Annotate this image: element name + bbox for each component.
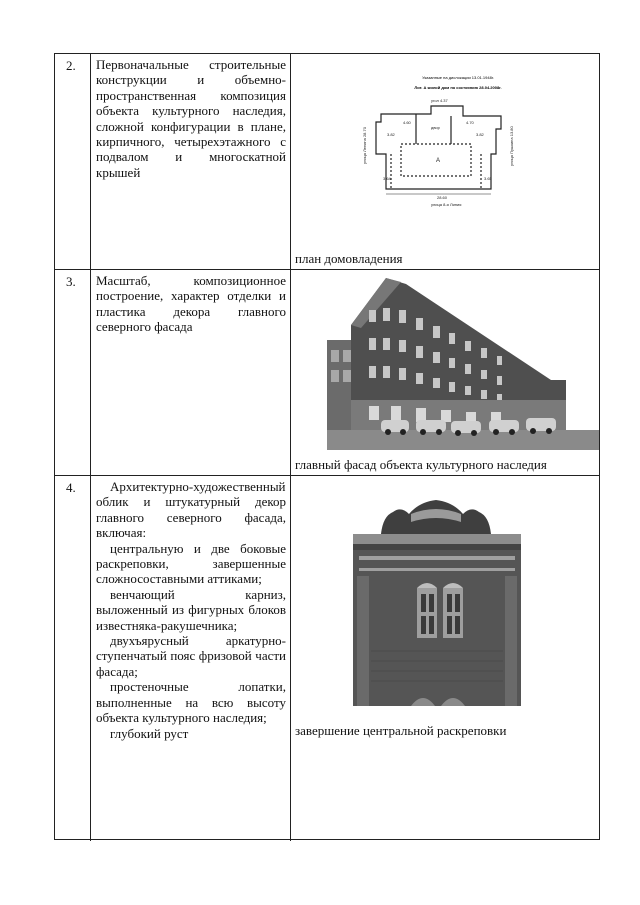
description-text: простеночные лопатки, выполненные на всю высоту объекта культурного наследия; [96, 679, 286, 726]
plan-bottom-dim: 28.60 [437, 195, 448, 200]
description-text: глубокий руст [110, 725, 189, 741]
table-row [55, 476, 599, 841]
row-number: 3. [55, 270, 91, 475]
image-caption: завершение центральной раскреповки [295, 723, 507, 738]
image-cell [291, 476, 599, 841]
image-cell [291, 54, 599, 269]
plan-unit-label: А [436, 158, 441, 164]
table-row [55, 54, 599, 270]
central-avant-corps-photo [291, 476, 601, 716]
description-text: венчающий карниз, выложенный из фигурных блоков известняка-ракушечника; [96, 586, 286, 633]
image-caption: главный фасад объекта культурного наследия [295, 457, 547, 472]
plan-title-1: Указанные на дислокации 13.01.1948г. [422, 75, 494, 80]
image-cell [291, 270, 599, 475]
plan-upper-dim: угол 4.37 [431, 98, 448, 103]
heritage-elements-table [54, 53, 600, 840]
site-plan-drawing [291, 54, 601, 254]
svg-text:4.60: 4.60 [403, 120, 411, 125]
plan-left-street: улица Ленина 28.70 [362, 127, 367, 164]
row-description [91, 476, 291, 841]
table-row [55, 270, 599, 476]
svg-text:4.70: 4.70 [466, 120, 474, 125]
svg-text:3.64: 3.64 [383, 176, 391, 181]
svg-text:3.65: 3.65 [484, 176, 492, 181]
description-text: центральную и две боковые раскреповки, завершенные сложносоставными аттиками; [96, 540, 286, 587]
image-caption: план домовладения [295, 251, 403, 266]
facade-photo [291, 270, 601, 456]
plan-title-2: Лит. А жилой дом по состоянию 28.04.2008г. [414, 85, 502, 90]
description-text: Архитектурно-художественный облик и штукатурный декор главного северного фасада, включая: [96, 479, 286, 541]
row-number: 2. [55, 54, 91, 269]
description-text: Первоначальные строительные конструкции и объемно-пространственная композиция объекта культурного наследия, сложной конфигурации в плане, кирпичного, четырехэтажного с подвалом и многоскатной крышей [96, 57, 286, 180]
plan-bottom-note: улица 8-я Линия [431, 202, 462, 207]
row-description [91, 54, 291, 269]
plan-right-street: улица Пушкина 13.80 [509, 126, 514, 166]
description-text: Масштаб, композиционное построение, характер отделки и пластика декора главного северного фасада [96, 273, 286, 335]
description-text: двухъярусный аркатурно-ступенчатый пояс фризовой части фасада; [96, 633, 286, 679]
svg-text:3.82: 3.82 [387, 132, 395, 137]
plan-court-label: двор [431, 125, 440, 130]
svg-text:3.82: 3.82 [476, 132, 484, 137]
row-description [91, 270, 291, 475]
row-number: 4. [55, 476, 91, 841]
